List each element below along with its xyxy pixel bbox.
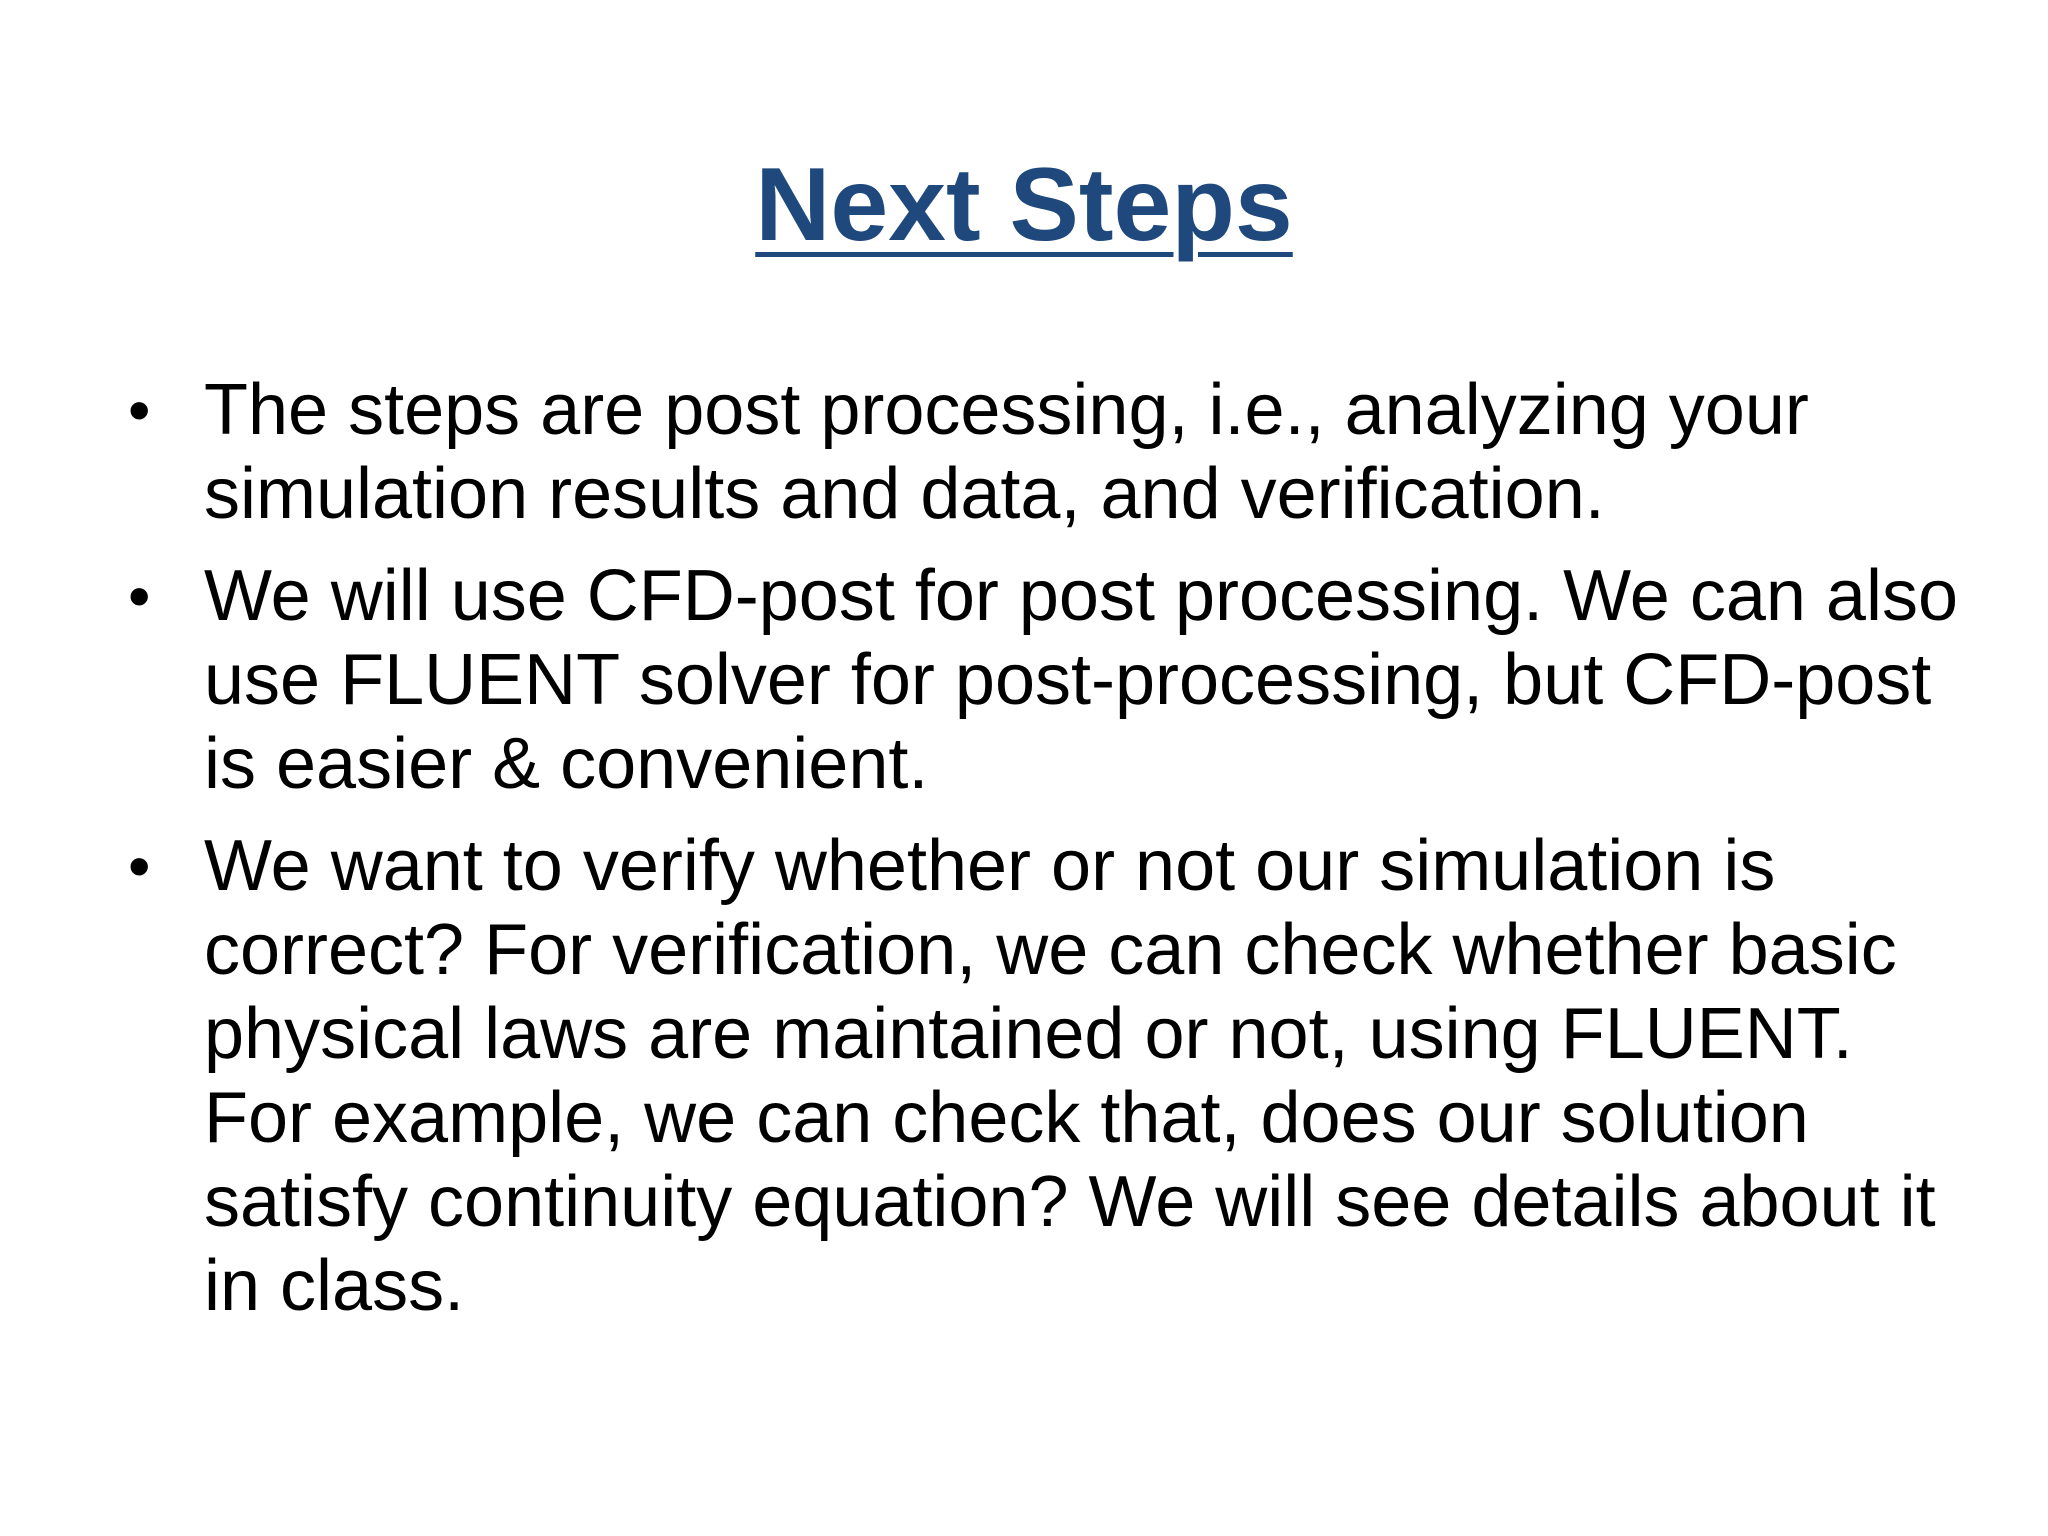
bullet-list — [122, 368, 1962, 1346]
bullet-item — [122, 368, 1962, 536]
bullet-icon: • — [128, 374, 151, 446]
bullet-icon: • — [128, 830, 151, 902]
bullet-text: We will use CFD-post for post processing. We can also use FLUENT solver for post-processing, but CFD-post is easier & convenient. — [204, 556, 1959, 804]
slide-title: Next Steps — [755, 147, 1293, 263]
bullet-item — [122, 554, 1962, 806]
bullet-icon: • — [128, 560, 151, 632]
bullet-text: We want to verify whether or not our simulation is correct? For verification, we can check whether basic physical laws are maintained or not, using FLUENT. For example, we can check that, does our solution satisfy continuity equation? We will see details about it in class. — [204, 826, 1936, 1326]
bullet-item — [122, 824, 1962, 1328]
bullet-text: The steps are post processing, i.e., analyzing your simulation results and data, and verification. — [204, 370, 1809, 534]
